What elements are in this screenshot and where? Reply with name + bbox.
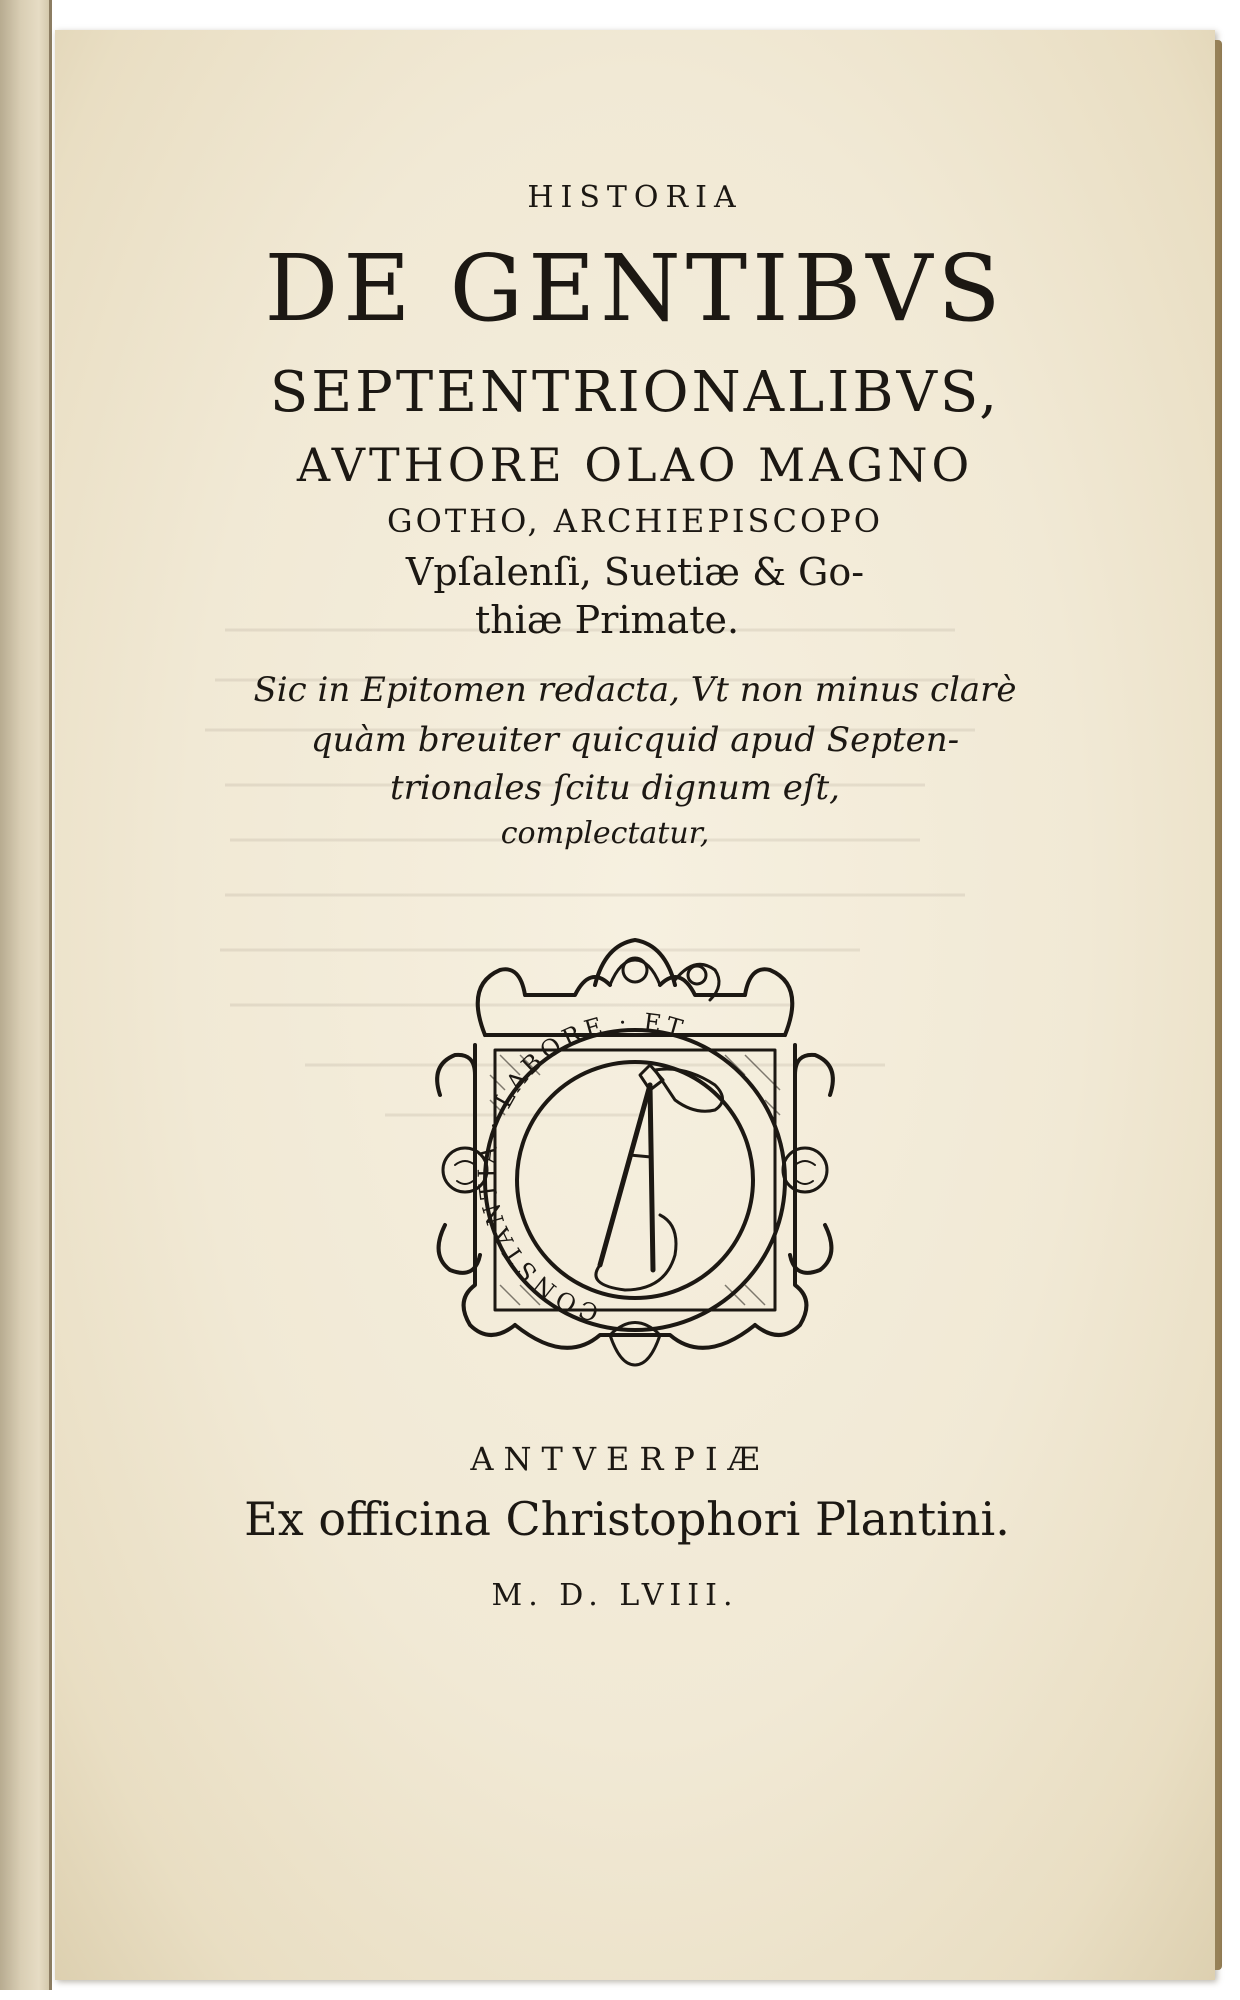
imprint-printer: Ex officina Christophori Plantini. [244, 1492, 1010, 1546]
author-line: AVTHORE OLAO MAGNO [296, 438, 974, 492]
title-page [55, 30, 1215, 1980]
subtitle-line-4: complectatur, [500, 816, 710, 851]
title-de-gentibus: DE GENTIBVS [264, 235, 1006, 342]
subtitle-line-3: trionales ſcitu dignum eſt, [390, 768, 840, 808]
device-motto: CONSTANTIA · LABORE · ET [472, 1007, 690, 1327]
title-word-historia: HISTORIA [527, 180, 743, 215]
subtitle-line-1: Sic in Epitomen redacta, Vt non minus clarè [253, 670, 1017, 710]
author-title-line: GOTHO, ARCHIEPISCOPO [387, 502, 883, 540]
book-binding-edge [0, 0, 52, 1990]
author-see-line: Vpſalenſi, Suetiæ & Go- [405, 550, 865, 594]
author-primate-line: thiæ Primate. [474, 598, 740, 642]
printers-device-compass [425, 925, 845, 1380]
imprint-place: ANTVERPIÆ [470, 1440, 770, 1478]
subtitle-line-2: quàm breuiter quicquid apud Septen- [310, 720, 960, 760]
imprint-date: M. D. LVIII. [491, 1578, 739, 1613]
title-septentrionalibus: SEPTENTRIONALIBVS, [269, 360, 1001, 425]
